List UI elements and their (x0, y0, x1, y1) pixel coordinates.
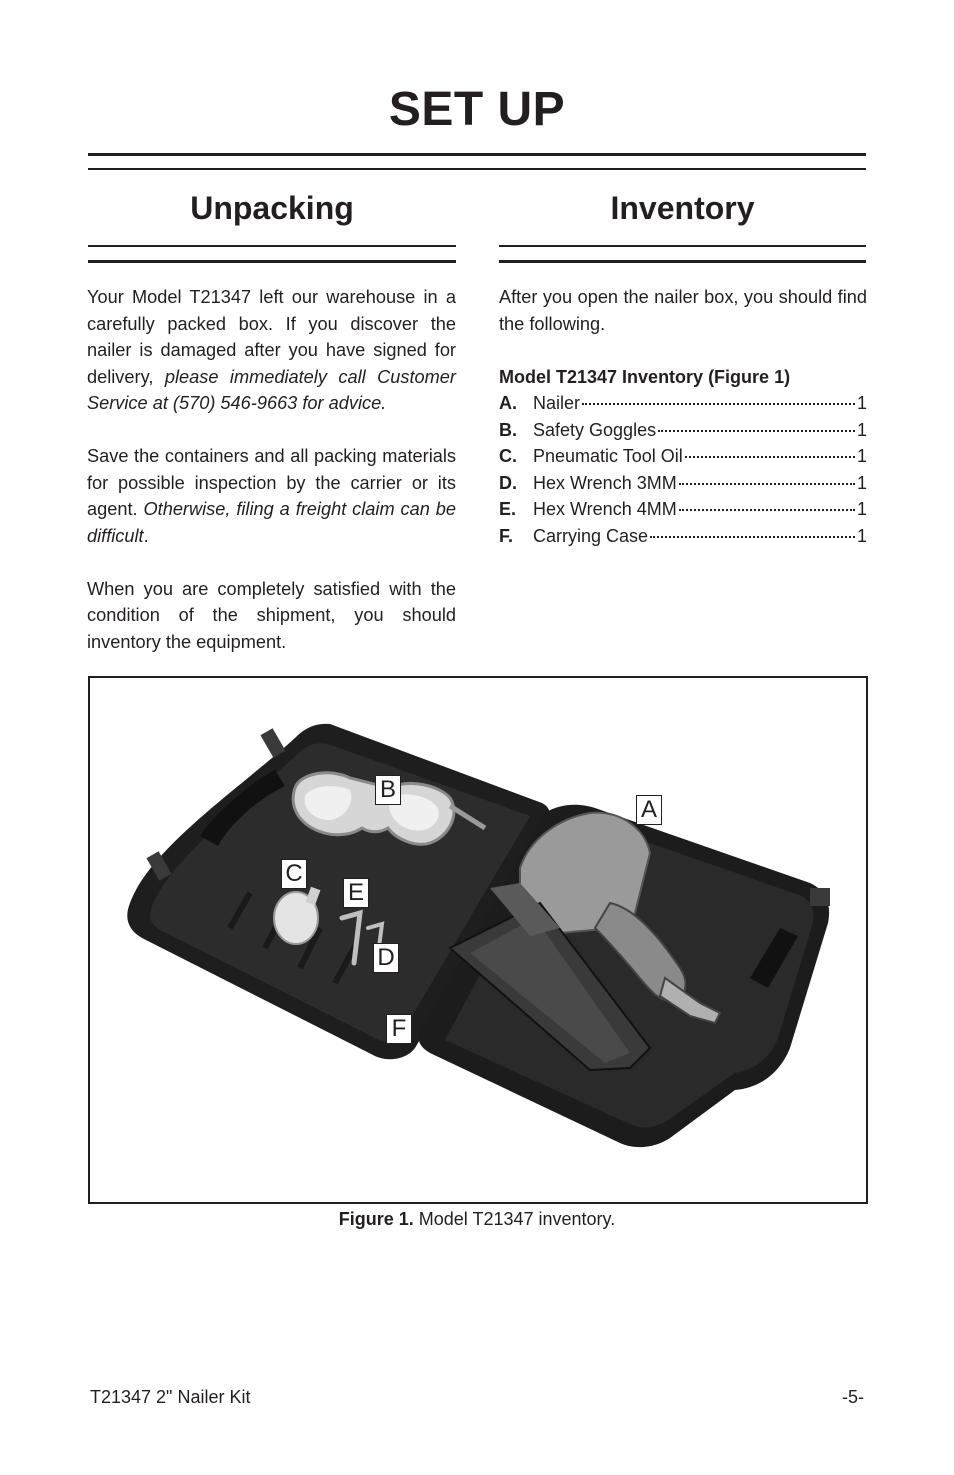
title-rule-thin (88, 168, 866, 170)
figure-label-f: F (386, 1014, 412, 1044)
unpacking-rule-thin (88, 245, 456, 247)
leader-dots (679, 509, 855, 511)
list-item: D. Hex Wrench 3MM 1 (499, 472, 867, 493)
figure-caption: Figure 1. Model T21347 inventory. (338, 1209, 616, 1229)
list-item: E. Hex Wrench 4MM 1 (499, 499, 867, 519)
unpacking-paragraph-3: When you are completely satisfied with the condition of the shipment, you should inventory the equipment. (87, 578, 456, 652)
figure-label-d: D (373, 943, 399, 973)
unpacking-heading: Unpacking (190, 190, 354, 226)
unpacking-rule-thick (88, 260, 456, 263)
inventory-list-title: Model T21347 Inventory (Figure 1) (499, 366, 791, 387)
leader-dots (685, 456, 855, 458)
leader-dots (650, 536, 855, 538)
figure-label-a: A (636, 795, 662, 825)
leader-dots (582, 403, 855, 405)
inventory-heading: Inventory (610, 190, 755, 226)
list-item: F. Carrying Case 1 (499, 525, 867, 546)
list-item: A. Nailer 1 (499, 393, 867, 413)
footer-model: T21347 2" Nailer Kit (90, 1387, 251, 1407)
unpacking-body (87, 284, 456, 682)
inventory-photo (90, 678, 866, 1202)
figure-1 (88, 676, 868, 1204)
title-rule-thick (88, 153, 866, 156)
leader-dots (679, 483, 855, 485)
figure-label-e: E (343, 878, 369, 908)
inventory-body (499, 284, 867, 549)
unpacking-paragraph-1: Your Model T21347 left our warehouse in a carefully packed box. If you discover the nailer is damaged after you have signed for delivery, please immediately call Customer Service at (570) 546-9663 for advice. (87, 287, 456, 413)
figure-label-b: B (375, 775, 401, 805)
page-title: SET UP (388, 83, 566, 136)
inventory-list (499, 390, 867, 549)
inventory-intro: After you open the nailer box, you should find the following. (499, 287, 867, 334)
inventory-rule-thin (499, 245, 866, 247)
inventory-rule-thick (499, 260, 866, 263)
list-item: B. Safety Goggles 1 (499, 419, 867, 440)
page-number: -5- (842, 1387, 864, 1407)
figure-label-c: C (281, 859, 307, 889)
unpacking-paragraph-2: Save the containers and all packing materials for possible inspection by the carrier or its agent. Otherwise, filing a freight claim can be difficult. (87, 446, 457, 546)
list-item: C. Pneumatic Tool Oil 1 (499, 446, 867, 466)
leader-dots (658, 430, 855, 432)
